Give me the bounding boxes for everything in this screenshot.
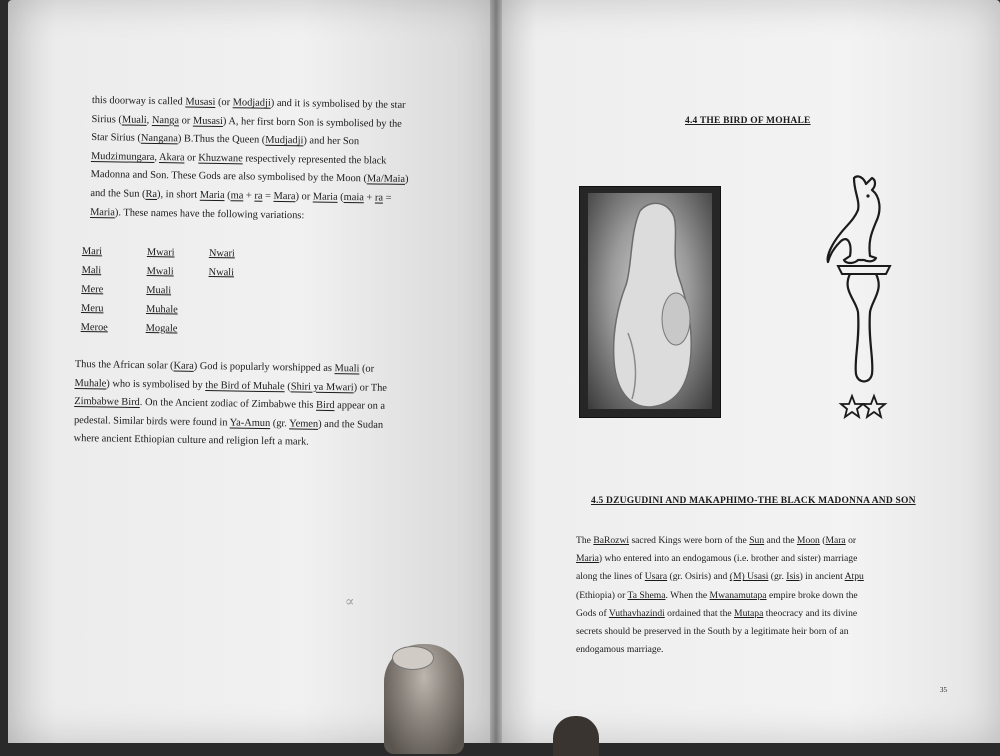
underlined-term: ma [230,190,244,202]
underlined-term: Nanga [151,114,180,126]
underlined-term: Isis [786,571,800,583]
underlined-term: Maria [199,189,225,202]
name-variations [81,246,282,344]
variation-item: Mwari [146,247,175,259]
variation-item: Mali [81,264,102,277]
variation-item: Mwali [146,266,174,278]
underlined-term: Maria [312,191,338,203]
text-line: Thus the African solar (Kara) God is popularly worshipped as Muali (or [74,358,375,375]
text-line: and the Sun (Ra), in short Maria (ma + ra = Mara) or Maria (maia + ra = [90,187,392,204]
variation-item: Nwali [208,266,235,279]
underlined-term: Vuthavhazindi [608,607,665,619]
text-line: Star Sirius (Nangana) B.Thus the Queen (Mudjadji) and her Son [91,132,360,148]
variation-item: Mogale [145,323,178,335]
faint-mark: ∝ [345,595,355,610]
underlined-term: Nangana [140,132,178,145]
variations-column-3 [208,248,235,286]
variations-column-1 [81,246,110,341]
text-line: The BaRozwi sacred Kings were born of the Sun and the Moon (Mara or [576,535,857,546]
underlined-term: Usara [644,571,668,583]
underlined-term: Mutapa [734,607,764,619]
underlined-term: Mara [273,190,296,203]
section-4-5-title: 4.5 DZUGUDINI AND MAKAPHIMO-THE BLACK MADONNA AND SON [591,496,916,506]
variation-item: Mari [81,246,103,258]
underlined-term: maia [343,191,364,204]
underlined-term: Ta Shema [627,589,666,601]
fingernail [392,646,434,670]
text-line: (Ethiopia) or Ta Shema. When the Mwanamutapa empire broke down the [576,589,858,601]
underlined-term: Bird [315,399,335,412]
underlined-term: Akara [159,151,185,164]
underlined-term: Maria [90,206,116,218]
variation-item: Mere [81,283,104,296]
variation-item: Muali [146,285,172,297]
variation-item: Muhale [145,304,178,316]
text-line: secrets should be preserved in the South by a legitimate heir born of an [576,626,849,638]
underlined-term: Modjadji [232,97,271,109]
book-spine [490,0,502,743]
text-line: along the lines of Usara (gr. Osiris) and (M) Usasi (gr. Isis) in ancient Atpu [576,571,864,583]
underlined-term: Maria [576,553,599,565]
text-line: Muhale) who is symbolised by the Bird of Muhale (Shiri ya Mwari) or The [74,377,388,394]
underlined-term: Mudjadji [265,134,304,147]
underlined-term: Kara [173,360,194,372]
text-line: where ancient Ethiopian culture and religion left a mark. [73,433,309,449]
underlined-term: Yemen [289,418,319,430]
underlined-term: Ya-Amun [229,417,271,429]
text-line: Sirius (Muali, Nanga or Musasi) A, her first born Son is symbolised by the [91,113,402,130]
underlined-term: (M) Usasi [729,571,769,583]
text-line: Maria). These names have the following variations: [90,206,305,221]
left-paragraph-1 [90,92,452,228]
underlined-term: Sun [749,535,765,546]
underlined-term: Shiri ya Mwari [290,380,354,393]
variations-column-2 [145,247,178,342]
section-4-4-title: 4.4 THE BIRD OF MOHALE [685,116,811,126]
underlined-term: ra [374,192,384,204]
underlined-term: Musasi [185,96,216,108]
underlined-term: Moon [796,535,820,546]
text-line: Maria) who entered into an endogamous (i.e. brother and sister) marriage [576,553,858,565]
text-line: Mudzimungara, Akara or Khuzwane respectively represented the black [90,150,387,167]
underlined-term: BaRozwi [593,535,630,546]
zimbabwe-bird-symbol-icon [824,170,904,430]
photo-image-area [588,193,712,409]
bird-sculpture-photo [579,186,721,418]
thumb [553,716,599,756]
underlined-term: Atpu [844,571,864,583]
text-line: Madonna and Son. These Gods are also symbolised by the Moon (Ma/Maia) [90,169,409,186]
text-line: pedestal. Similar birds were found in Ya-Amun (gr. Yemen) and the Sudan [73,414,384,431]
page-number: 35 [940,686,947,694]
underlined-term: Zimbabwe Bird [74,396,140,409]
underlined-term: ra [254,190,263,202]
variation-item: Meru [80,302,104,315]
text-line: endogamous marriage. [576,644,664,656]
text-line: Gods of Vuthavhazindi ordained that the Mutapa theocracy and its divine [576,607,858,619]
underlined-term: Muhale [74,377,107,390]
underlined-term: the Bird of Muhale [205,379,285,392]
underlined-term: Ra [145,188,158,201]
underlined-term: Mara [825,535,846,546]
variation-item: Meroe [80,321,108,334]
right-paragraph [576,532,948,659]
text-line: this doorway is called Musasi (or Modjadji) and it is symbolised by the star [91,94,406,111]
sculpture-silhouette [588,193,712,409]
underlined-term: Mwanamutapa [709,589,767,601]
underlined-term: Muali [334,363,360,375]
underlined-term: Muali [121,114,147,126]
variation-item: Nwari [208,247,235,260]
underlined-term: Mudzimungara [90,150,155,163]
underlined-term: Musasi [192,115,224,127]
underlined-term: Ma/Maia [366,173,406,186]
text-line: Zimbabwe Bird. On the Ancient zodiac of Zimbabwe this Bird appear on a [74,396,386,413]
underlined-term: Khuzwane [198,152,243,165]
left-paragraph-2 [74,356,443,455]
